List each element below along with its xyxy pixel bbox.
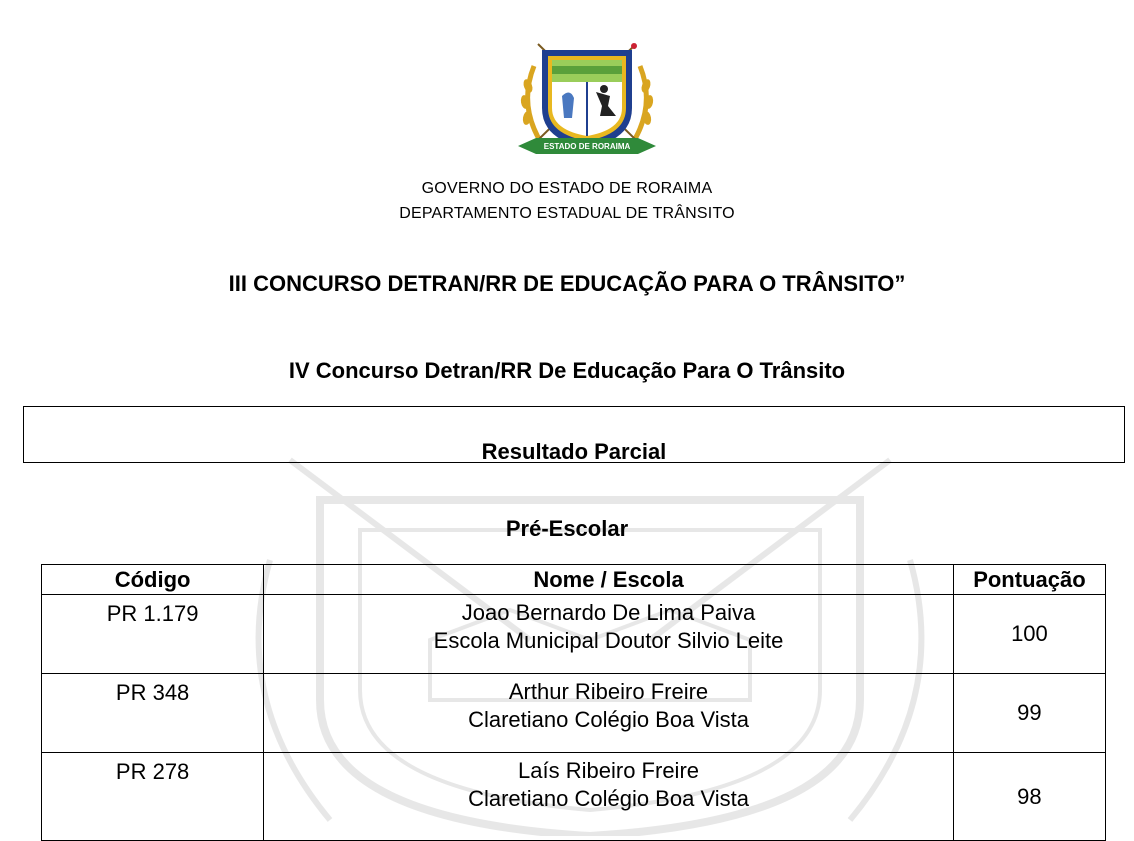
government-name: GOVERNO DO ESTADO DE RORAIMA <box>421 180 713 197</box>
school-name: Claretiano Colégio Boa Vista <box>468 786 749 811</box>
result-box <box>23 406 1125 463</box>
table-header-row <box>42 565 1106 595</box>
header-score: Pontuação <box>953 565 1105 595</box>
school-name: Claretiano Colégio Boa Vista <box>468 707 749 732</box>
row-score: 99 <box>953 674 1105 753</box>
student-name: Joao Bernardo De Lima Paiva <box>461 600 756 625</box>
student-name: Arthur Ribeiro Freire <box>508 679 709 704</box>
school-name: Escola Municipal Doutor Silvio Leite <box>433 628 784 653</box>
department-name: DEPARTAMENTO ESTADUAL DE TRÂNSITO <box>399 205 735 222</box>
header-code: Código <box>42 565 264 595</box>
category-heading: Pré-Escolar <box>505 516 629 541</box>
header-name: Nome / Escola <box>264 565 954 595</box>
crest-banner-text: ESTADO DE RORAIMA <box>543 142 631 151</box>
row-score: 98 <box>953 753 1105 841</box>
results-table <box>41 564 1106 841</box>
main-title: III CONCURSO DETRAN/RR DE EDUCAÇÃO PARA O TRÂNSITO” <box>228 271 906 296</box>
row-name-school <box>264 753 954 841</box>
row-code: PR 278 <box>42 753 264 841</box>
row-score: 100 <box>953 595 1105 674</box>
state-crest-logo <box>512 36 662 160</box>
result-label: Resultado Parcial <box>481 439 667 464</box>
row-code: PR 1.179 <box>42 595 264 674</box>
row-name-school <box>264 595 954 674</box>
student-name: Laís Ribeiro Freire <box>518 758 699 783</box>
row-name-school <box>264 674 954 753</box>
table-row <box>42 595 1106 674</box>
row-code: PR 348 <box>42 674 264 753</box>
sub-title: IV Concurso Detran/RR De Educação Para O Trânsito <box>288 358 846 383</box>
table-row <box>42 753 1106 841</box>
table-row <box>42 674 1106 753</box>
